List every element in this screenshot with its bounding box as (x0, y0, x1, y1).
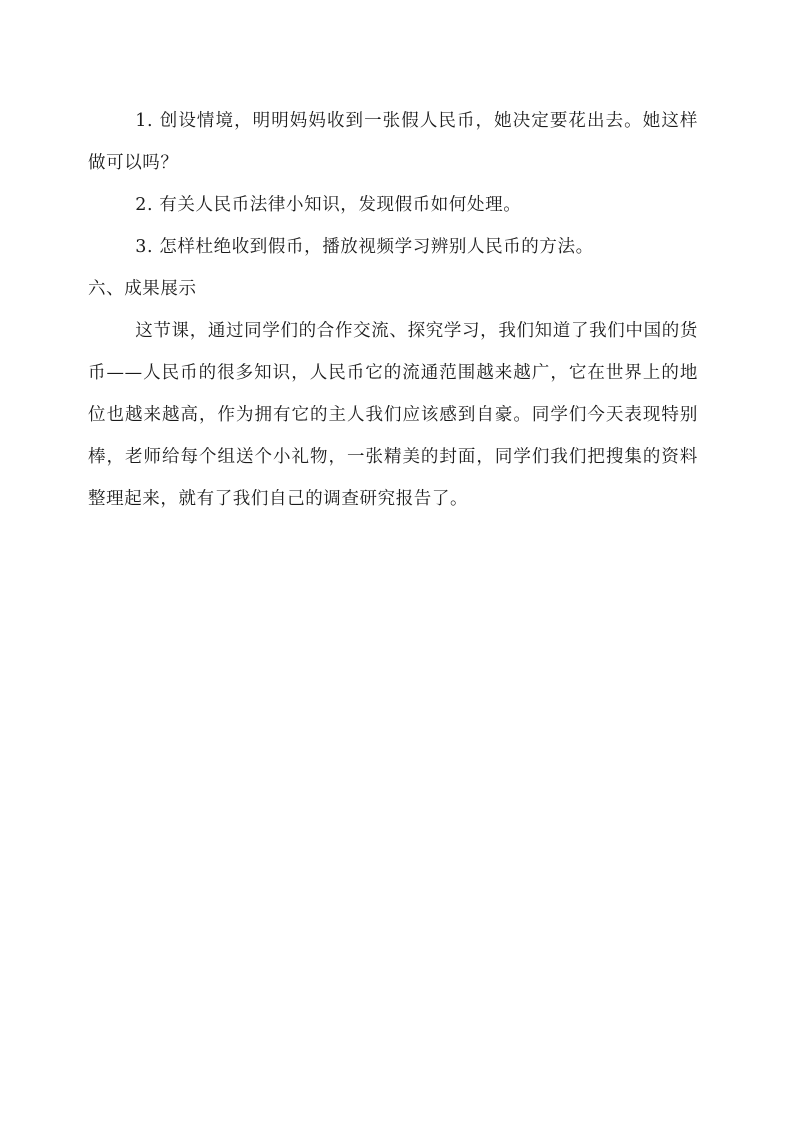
section-paragraph: 这节课，通过同学们的合作交流、探究学习，我们知道了我们中国的货币——人民币的很多知识，人民币它的流通范围越来越广，它在世界上的地位也越来越高，作为拥有它的主人我们应该感到自豪。同学们今天表现特别棒，老师给每个组送个小礼物，一张精美的封面，同学们我们把搜集的资料整理起来，就有了我们自己的调查研究报告了。 (88, 321, 698, 509)
list-item-1: 1. 创设情境，明明妈妈收到一张假人民币，她决定要花出去。她这样做可以吗？ (88, 111, 698, 173)
section-heading: 六、成果展示 (88, 279, 197, 299)
document-body (88, 100, 698, 520)
list-item-2: 2. 有关人民币法律小知识，发现假币如何处理。 (135, 195, 522, 215)
list-item-3: 3. 怎样杜绝收到假币，播放视频学习辨别人民币的方法。 (135, 237, 594, 257)
